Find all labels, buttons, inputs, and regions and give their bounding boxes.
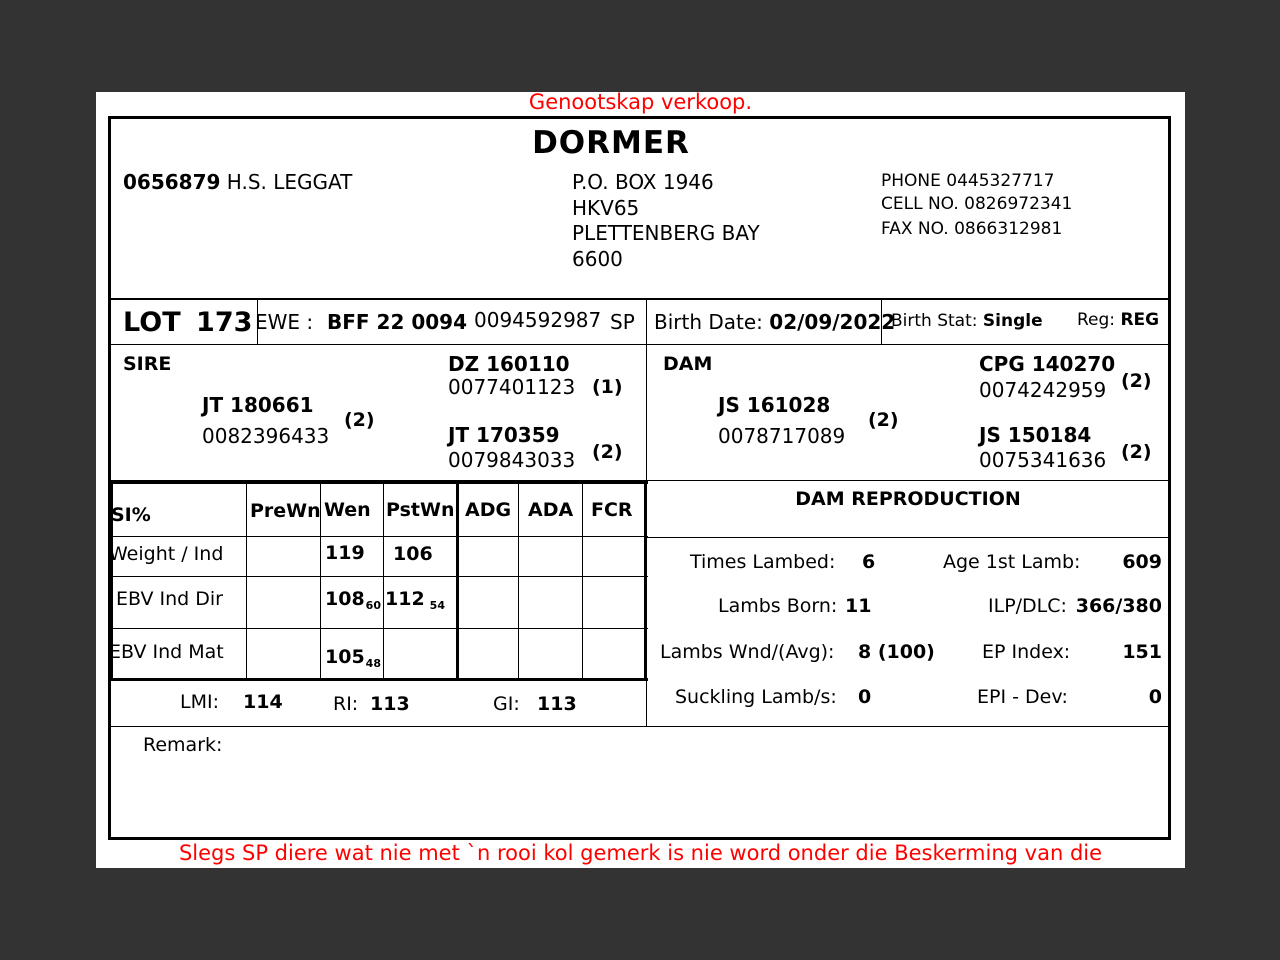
address-line-4: 6600 [572,247,623,271]
border-top [108,116,1171,119]
header-notice: Genootskap verkoop. [528,90,753,114]
lot-card [96,92,1185,868]
ebv-dir-wen-value: 108 [325,588,365,610]
divider [108,344,1171,345]
birth-date-label: Birth Date: [654,310,763,334]
dam-reproduction-title: DAM REPRODUCTION [795,488,1021,510]
dam-label: DAM [663,353,713,375]
suckling-label: Suckling Lamb/s: [675,686,837,708]
divider [110,481,648,484]
divider [246,481,247,680]
age-first-lamb-label: Age 1st Lamb: [943,551,1081,573]
lot-word: LOT [123,307,181,338]
ep-index-value: 151 [1122,641,1162,663]
border-right [1168,116,1171,840]
ebv-dir-pstwn-value: 112 [385,588,425,610]
ebv-dir-pstwn-accuracy: 54 [429,599,445,612]
ri-value: 113 [370,693,410,715]
birth-date [654,312,895,332]
times-lambed-label: Times Lambed: [690,551,836,573]
birth-status-label: Birth Stat: [891,311,978,331]
sire-dam-count: (2) [592,441,623,463]
category: SP [610,310,635,334]
lmi-value: 114 [243,691,283,713]
times-lambed-value: 6 [862,551,876,573]
reg-value: REG [1120,310,1160,330]
sire-sire-id: DZ 160110 [448,352,570,376]
lot-label [123,309,252,336]
border-bottom [108,837,1171,840]
breeder-number: 0656879 [123,170,221,194]
row-label-weight: Weight / Ind [109,543,224,565]
footer-notice: Slegs SP diere wat nie met `n rooi kol gemerk is nie word onder die Beskerming van die [178,841,1103,865]
dam-id: JS 161028 [718,393,831,417]
reg-label: Reg: [1077,310,1116,330]
gi-label: GI: [493,693,520,715]
dam-sire-number: 0074242959 [979,378,1107,402]
header-wen: Wen [324,499,371,521]
epi-dev-value: 0 [1148,686,1162,708]
lot-number: 173 [196,307,253,338]
divider [582,481,583,680]
dam-dam-id: JS 150184 [979,423,1092,447]
ebv-dir-pstwn [385,588,445,612]
lambs-weaned-value: 8 (100) [858,641,935,663]
row-label-ebv-mat: EBV Ind Mat [109,641,224,663]
age-first-lamb-value: 609 [1122,551,1162,573]
ebv-dir-wen [325,588,381,612]
phone: PHONE 0445327717 [881,171,1055,191]
header-si: SI% [111,504,151,526]
breeder-name: H.S. LEGGAT [226,170,353,194]
suckling-value: 0 [858,686,872,708]
birth-status-value: Single [982,311,1043,331]
sire-id: JT 180661 [202,393,314,417]
address-line-1: P.O. BOX 1946 [572,170,714,194]
ebv-mat-wen-value: 105 [325,646,365,668]
lambs-born-value: 11 [845,595,872,617]
sire-label: SIRE [123,353,172,375]
divider [108,726,1171,727]
ilp-dlc-label: ILP/DLC: [988,595,1067,617]
animal-id: BFF 22 0094 [327,310,467,334]
address-line-2: HKV65 [572,196,640,220]
ilp-dlc-value: 366/380 [1075,595,1162,617]
gi-value: 113 [537,693,577,715]
breed-title: DORMER [532,125,690,161]
remark-label: Remark: [143,734,223,756]
dam-number: 0078717089 [718,424,846,448]
border-left [108,116,111,840]
divider [456,481,459,680]
registration-number: 0094592987 [474,308,602,332]
sire-number: 0082396433 [202,424,330,448]
ep-index-label: EP Index: [982,641,1071,663]
address-line-3: PLETTENBERG BAY [572,221,760,245]
weight-wen: 119 [325,542,365,564]
sire-sire-count: (1) [592,376,623,398]
lmi-label: LMI: [180,691,219,713]
divider [110,678,648,681]
dam-dam-number: 0075341636 [979,448,1107,472]
epi-dev-label: EPI - Dev: [977,686,1068,708]
ri-label: RI: [333,693,359,715]
header-prewn: PreWn [250,500,321,522]
sire-count: (2) [344,409,375,431]
divider [647,537,1169,538]
sire-sire-number: 0077401123 [448,375,576,399]
header-pstwn: PstWn [386,499,455,521]
row-label-ebv-dir: EBV Ind Dir [116,588,223,610]
breeder-line [123,172,352,192]
dam-dam-count: (2) [1121,441,1152,463]
divider [110,576,648,577]
cell: CELL NO. 0826972341 [881,194,1073,214]
lambs-born-label: Lambs Born: [718,595,838,617]
ebv-mat-wen [325,646,381,670]
ebv-mat-wen-accuracy: 48 [365,657,381,670]
divider [518,481,519,680]
dam-sire-count: (2) [1121,370,1152,392]
birth-status [891,313,1043,330]
dam-sire-id: CPG 140270 [979,352,1116,376]
divider [108,298,1171,300]
reg [1077,312,1159,329]
birth-date-value: 02/09/2022 [769,310,896,334]
sire-dam-number: 0079843033 [448,448,576,472]
header-ada: ADA [528,499,574,521]
fax: FAX NO. 0866312981 [881,219,1063,239]
dam-count: (2) [868,409,899,431]
sex-label: EWE : [255,310,314,334]
ebv-dir-wen-accuracy: 60 [365,599,381,612]
header-adg: ADG [465,499,512,521]
header-fcr: FCR [591,499,633,521]
divider [110,628,648,629]
divider [383,481,384,680]
divider [110,536,648,537]
divider [644,481,647,680]
weight-pstwn: 106 [393,543,433,565]
lambs-weaned-label: Lambs Wnd/(Avg): [660,641,835,663]
sire-dam-id: JT 170359 [448,423,560,447]
